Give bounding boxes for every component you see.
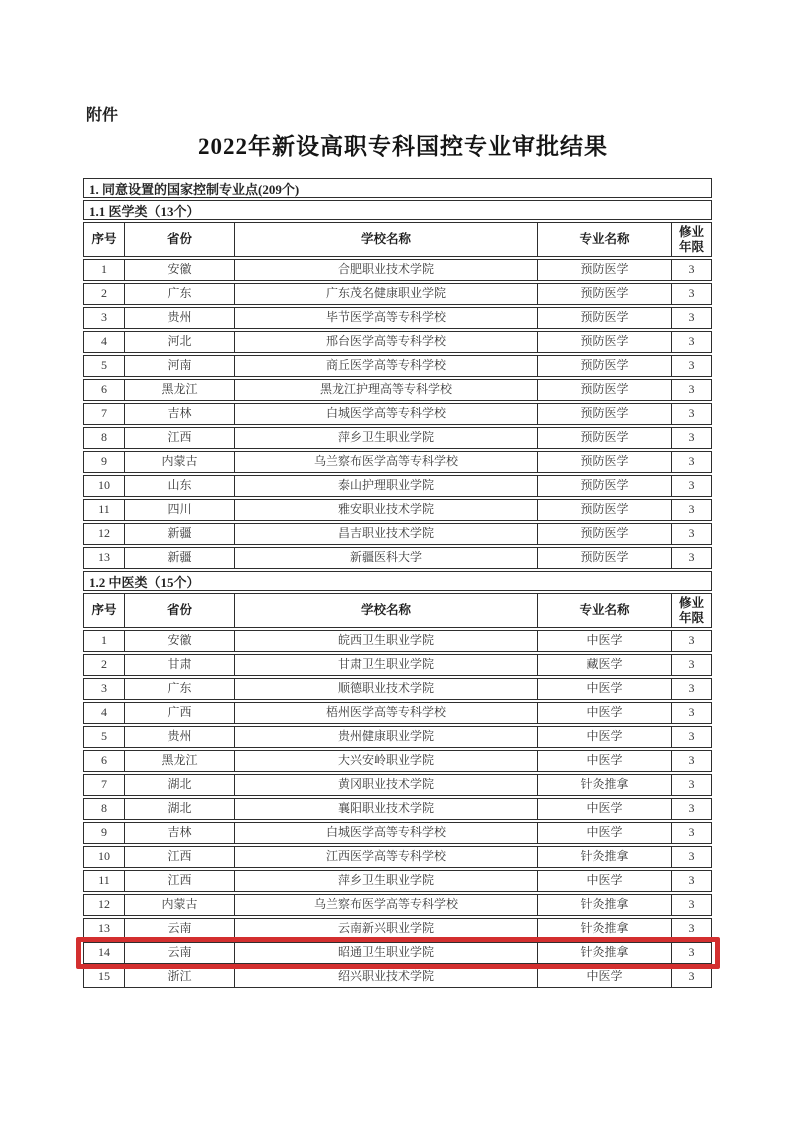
cell-major: 预防医学 — [537, 308, 671, 328]
cell-seq: 5 — [101, 729, 107, 744]
table-row — [83, 798, 712, 820]
cell-school: 贵州健康职业学院 — [234, 727, 537, 747]
cell-duration: 3 — [671, 967, 711, 987]
page-title: 2022年新设高职专科国控专业审批结果 — [198, 134, 608, 159]
cell-duration: 3 — [671, 428, 711, 448]
table-row — [83, 702, 712, 724]
table-row — [83, 870, 712, 892]
cell-major: 中医学 — [537, 631, 671, 651]
cell-province: 云南 — [124, 919, 234, 939]
cell-school: 合肥职业技术学院 — [234, 260, 537, 280]
table-header-row — [83, 222, 712, 257]
table-row — [83, 379, 712, 401]
cell-duration: 3 — [671, 775, 711, 795]
column-header-label: 修业年限 — [678, 596, 704, 625]
cell-seq: 6 — [101, 753, 107, 768]
table-row — [83, 678, 712, 700]
cell-school: 黑龙江护理高等专科学校 — [234, 380, 537, 400]
cell-province: 黑龙江 — [124, 751, 234, 771]
column-header — [671, 594, 711, 627]
cell-major: 预防医学 — [537, 332, 671, 352]
cell-major: 针灸推拿 — [537, 943, 671, 963]
cell-duration: 3 — [671, 284, 711, 304]
cell-seq: 4 — [101, 334, 107, 349]
cell-province: 广西 — [124, 703, 234, 723]
cell-major: 针灸推拿 — [537, 919, 671, 939]
cell-major: 预防医学 — [537, 404, 671, 424]
cell-major: 预防医学 — [537, 452, 671, 472]
column-header-label: 修业年限 — [678, 225, 704, 254]
cell-duration: 3 — [671, 308, 711, 328]
cell-school: 云南新兴职业学院 — [234, 919, 537, 939]
column-header-label: 省份 — [166, 232, 192, 247]
cell-major: 针灸推拿 — [537, 895, 671, 915]
approval-results-document — [83, 178, 712, 990]
cell-school: 白城医学高等专科学校 — [234, 823, 537, 843]
cell-major: 预防医学 — [537, 428, 671, 448]
cell-major: 中医学 — [537, 823, 671, 843]
cell-school: 甘肃卫生职业学院 — [234, 655, 537, 675]
table-row — [83, 918, 712, 940]
cell-school: 广东茂名健康职业学院 — [234, 284, 537, 304]
cell-seq: 12 — [98, 897, 110, 912]
table-row — [83, 822, 712, 844]
cell-province: 江西 — [124, 428, 234, 448]
cell-major: 预防医学 — [537, 380, 671, 400]
table-row — [83, 846, 712, 868]
cell-school: 萍乡卫生职业学院 — [234, 428, 537, 448]
cell-duration: 3 — [671, 332, 711, 352]
cell-duration: 3 — [671, 655, 711, 675]
cell-duration: 3 — [671, 452, 711, 472]
cell-seq: 15 — [98, 969, 110, 984]
cell-seq: 3 — [101, 681, 107, 696]
cell-duration: 3 — [671, 703, 711, 723]
table-row — [83, 547, 712, 569]
cell-major: 预防医学 — [537, 356, 671, 376]
cell-province: 河北 — [124, 332, 234, 352]
cell-seq: 9 — [101, 825, 107, 840]
cell-seq: 2 — [101, 286, 107, 301]
cell-duration: 3 — [671, 548, 711, 568]
cell-province: 贵州 — [124, 727, 234, 747]
cell-province: 吉林 — [124, 823, 234, 843]
table-row — [83, 355, 712, 377]
cell-province: 山东 — [124, 476, 234, 496]
cell-seq: 10 — [98, 478, 110, 493]
cell-province: 安徽 — [124, 260, 234, 280]
cell-school: 商丘医学高等专科学校 — [234, 356, 537, 376]
cell-province: 广东 — [124, 679, 234, 699]
column-header — [124, 223, 234, 256]
cell-duration: 3 — [671, 847, 711, 867]
column-header-label: 专业名称 — [579, 603, 630, 618]
cell-province: 广东 — [124, 284, 234, 304]
cell-duration: 3 — [671, 631, 711, 651]
cell-major: 针灸推拿 — [537, 775, 671, 795]
cell-province: 江西 — [124, 871, 234, 891]
cell-seq: 7 — [101, 406, 107, 421]
cell-duration: 3 — [671, 799, 711, 819]
table-row — [83, 750, 712, 772]
cell-province: 湖北 — [124, 775, 234, 795]
cell-school: 襄阳职业技术学院 — [234, 799, 537, 819]
cell-duration: 3 — [671, 943, 711, 963]
cell-school: 黄冈职业技术学院 — [234, 775, 537, 795]
cell-major: 中医学 — [537, 799, 671, 819]
cell-province: 浙江 — [124, 967, 234, 987]
cell-duration: 3 — [671, 500, 711, 520]
cell-seq: 12 — [98, 526, 110, 541]
cell-province: 云南 — [124, 943, 234, 963]
column-header-label: 序号 — [91, 232, 117, 247]
cell-school: 顺德职业技术学院 — [234, 679, 537, 699]
table-row — [83, 654, 712, 676]
cell-major: 藏医学 — [537, 655, 671, 675]
cell-major: 中医学 — [537, 727, 671, 747]
cell-seq: 14 — [98, 945, 110, 960]
column-header — [234, 223, 537, 256]
cell-duration: 3 — [671, 260, 711, 280]
table-row — [83, 774, 712, 796]
cell-major: 预防医学 — [537, 524, 671, 544]
table-row — [83, 403, 712, 425]
cell-seq: 13 — [98, 550, 110, 565]
cell-duration: 3 — [671, 380, 711, 400]
column-header — [234, 594, 537, 627]
cell-province: 内蒙古 — [124, 452, 234, 472]
cell-school: 乌兰察布医学高等专科学校 — [234, 452, 537, 472]
cell-duration: 3 — [671, 404, 711, 424]
cell-province: 安徽 — [124, 631, 234, 651]
cell-duration: 3 — [671, 871, 711, 891]
cell-duration: 3 — [671, 919, 711, 939]
column-header — [537, 594, 671, 627]
cell-seq: 3 — [101, 310, 107, 325]
table-row — [83, 307, 712, 329]
cell-province: 江西 — [124, 847, 234, 867]
cell-duration: 3 — [671, 751, 711, 771]
cell-major: 中医学 — [537, 679, 671, 699]
cell-seq: 7 — [101, 777, 107, 792]
cell-major: 预防医学 — [537, 476, 671, 496]
cell-province: 贵州 — [124, 308, 234, 328]
table-row — [83, 259, 712, 281]
table-row — [83, 966, 712, 988]
cell-school: 昌吉职业技术学院 — [234, 524, 537, 544]
table-row — [83, 451, 712, 473]
cell-duration: 3 — [671, 524, 711, 544]
section-1-band: 1. 同意设置的国家控制专业点(209个) — [83, 178, 712, 198]
table-row — [83, 427, 712, 449]
column-header-label: 学校名称 — [360, 603, 411, 618]
cell-province: 四川 — [124, 500, 234, 520]
cell-province: 新疆 — [124, 548, 234, 568]
cell-province: 新疆 — [124, 524, 234, 544]
cell-school: 江西医学高等专科学校 — [234, 847, 537, 867]
cell-major: 预防医学 — [537, 500, 671, 520]
cell-province: 甘肃 — [124, 655, 234, 675]
column-header-label: 序号 — [91, 603, 117, 618]
cell-duration: 3 — [671, 476, 711, 496]
cell-major: 针灸推拿 — [537, 847, 671, 867]
cell-school: 邢台医学高等专科学校 — [234, 332, 537, 352]
table-row — [83, 331, 712, 353]
cell-seq: 11 — [98, 502, 110, 517]
attachment-label: 附件 — [86, 107, 119, 124]
cell-seq: 8 — [101, 801, 107, 816]
cell-seq: 9 — [101, 454, 107, 469]
column-header-label: 省份 — [166, 603, 192, 618]
cell-duration: 3 — [671, 356, 711, 376]
cell-school: 皖西卫生职业学院 — [234, 631, 537, 651]
cell-seq: 4 — [101, 705, 107, 720]
cell-school: 泰山护理职业学院 — [234, 476, 537, 496]
cell-school: 乌兰察布医学高等专科学校 — [234, 895, 537, 915]
section-band: 1.2 中医类（15个） — [83, 571, 712, 591]
table-row — [83, 942, 712, 964]
column-header-label: 学校名称 — [360, 232, 411, 247]
table-row — [83, 475, 712, 497]
table-row — [83, 894, 712, 916]
cell-major: 预防医学 — [537, 260, 671, 280]
column-header — [671, 223, 711, 256]
cell-major: 中医学 — [537, 703, 671, 723]
cell-major: 中医学 — [537, 871, 671, 891]
cell-seq: 5 — [101, 358, 107, 373]
cell-duration: 3 — [671, 823, 711, 843]
cell-province: 内蒙古 — [124, 895, 234, 915]
cell-school: 昭通卫生职业学院 — [234, 943, 537, 963]
cell-seq: 2 — [101, 657, 107, 672]
column-header — [537, 223, 671, 256]
cell-seq: 11 — [98, 873, 110, 888]
cell-school: 萍乡卫生职业学院 — [234, 871, 537, 891]
cell-seq: 1 — [101, 262, 107, 277]
cell-province: 黑龙江 — [124, 380, 234, 400]
cell-province: 吉林 — [124, 404, 234, 424]
cell-seq: 1 — [101, 633, 107, 648]
column-header — [124, 594, 234, 627]
cell-major: 预防医学 — [537, 284, 671, 304]
cell-duration: 3 — [671, 679, 711, 699]
table-row — [83, 523, 712, 545]
cell-school: 绍兴职业技术学院 — [234, 967, 537, 987]
cell-school: 毕节医学高等专科学校 — [234, 308, 537, 328]
cell-school: 大兴安岭职业学院 — [234, 751, 537, 771]
table-row — [83, 726, 712, 748]
cell-duration: 3 — [671, 727, 711, 747]
cell-school: 新疆医科大学 — [234, 548, 537, 568]
cell-seq: 10 — [98, 849, 110, 864]
cell-seq: 13 — [98, 921, 110, 936]
cell-major: 预防医学 — [537, 548, 671, 568]
table-row — [83, 499, 712, 521]
cell-school: 梧州医学高等专科学校 — [234, 703, 537, 723]
column-header — [84, 223, 124, 256]
table-row — [83, 283, 712, 305]
column-header — [84, 594, 124, 627]
cell-major: 中医学 — [537, 751, 671, 771]
cell-duration: 3 — [671, 895, 711, 915]
table-row — [83, 630, 712, 652]
column-header-label: 专业名称 — [579, 232, 630, 247]
section-band: 1.1 医学类（13个） — [83, 200, 712, 220]
cell-seq: 6 — [101, 382, 107, 397]
cell-seq: 8 — [101, 430, 107, 445]
cell-school: 雅安职业技术学院 — [234, 500, 537, 520]
cell-province: 湖北 — [124, 799, 234, 819]
cell-province: 河南 — [124, 356, 234, 376]
cell-school: 白城医学高等专科学校 — [234, 404, 537, 424]
tables-container — [83, 200, 712, 988]
cell-major: 中医学 — [537, 967, 671, 987]
table-header-row — [83, 593, 712, 628]
